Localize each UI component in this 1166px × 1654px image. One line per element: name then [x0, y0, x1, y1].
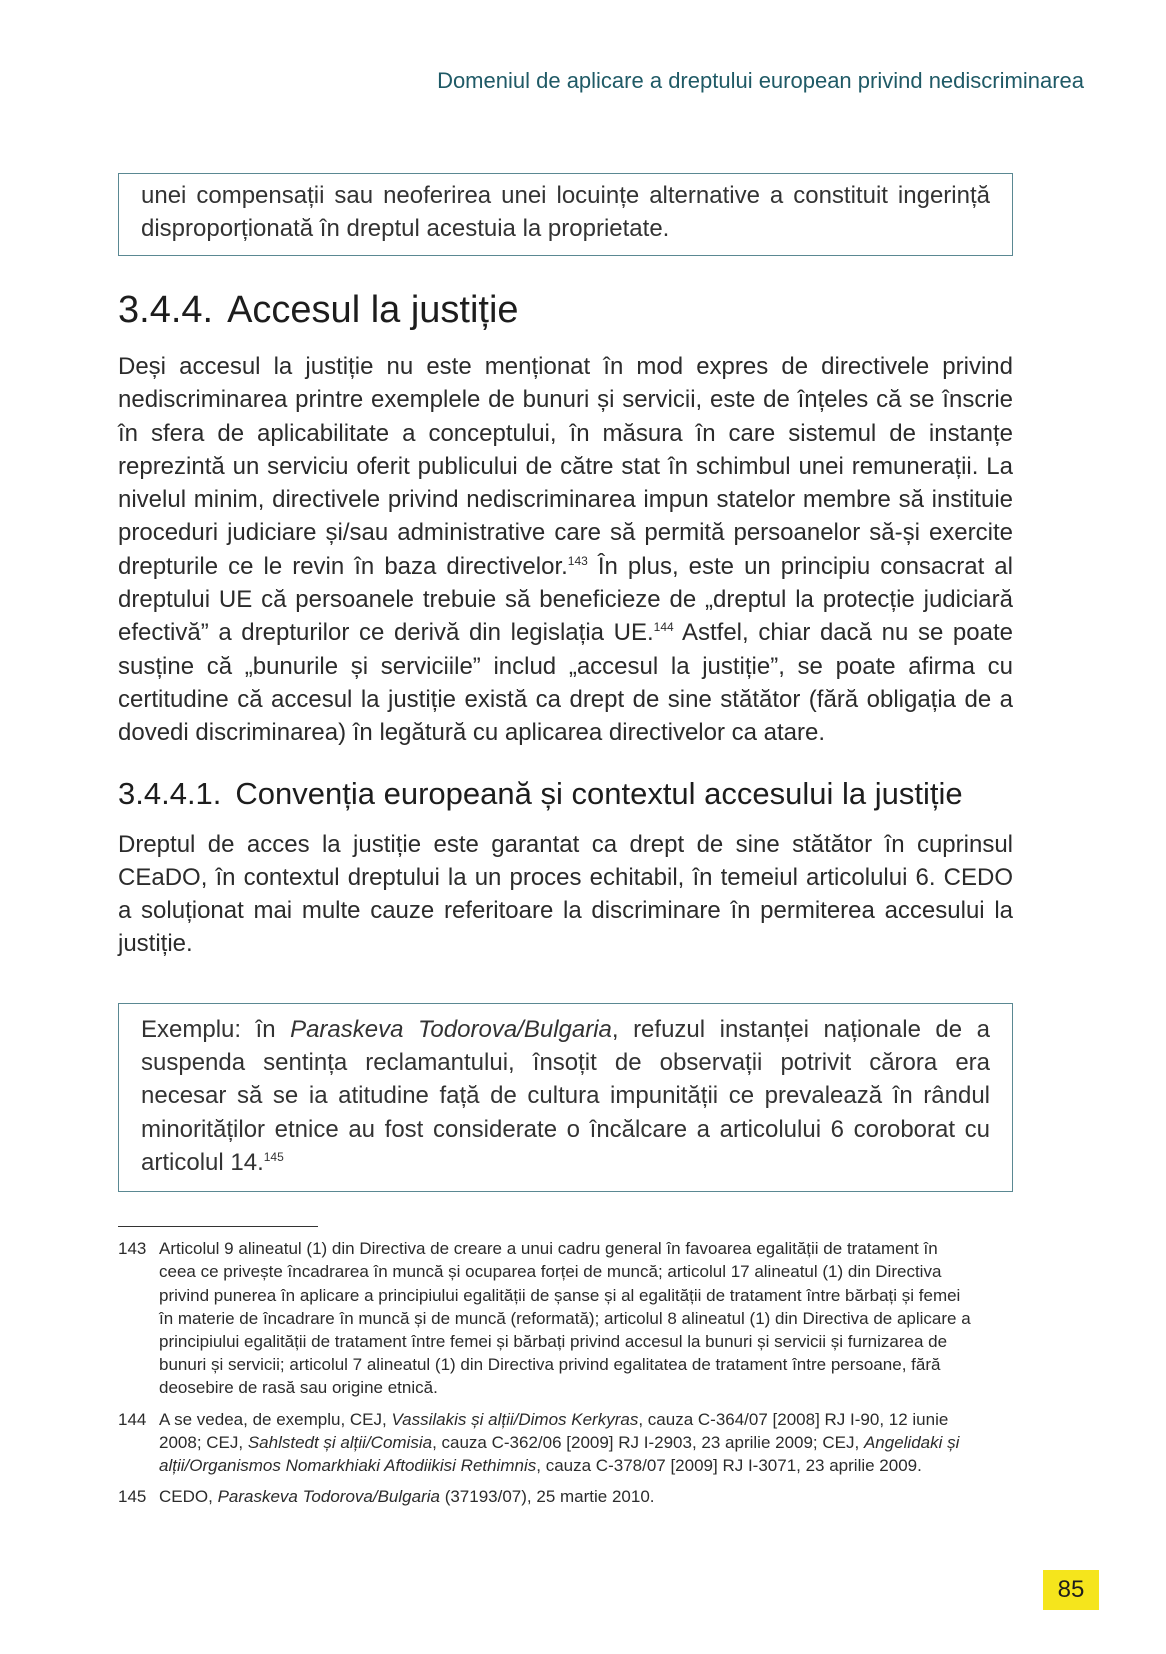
- footnote-ref-145[interactable]: 145: [263, 1149, 284, 1164]
- section-paragraph: [118, 350, 1013, 750]
- footnote-ref-143[interactable]: 143: [567, 553, 588, 568]
- footnote-case-name: Paraskeva Todorova/Bulgaria: [217, 1487, 440, 1507]
- example-prefix: Exemplu: în: [141, 1015, 291, 1043]
- case-box-continuation: [118, 173, 1013, 256]
- section-heading: [118, 288, 1013, 332]
- footnote-text-segment: , cauza C-378/07 [2009] RJ I-3071, 23 aprilie 2009.: [536, 1456, 922, 1476]
- footnote-144: [118, 1408, 1013, 1478]
- footnote-text: Articolul 9 alineatul (1) din Directiva de creare a unui cadru general în favoarea egalității de tratament în ceea ce privește încadrarea în muncă și ocuparea forței de muncă; articolul 17 alineatul (1) din Directiva privind punerea în aplicare a principiului egalității de șanse și al egalității de tratament între bărbați și femei în materie de încadrare în muncă și de muncă (reformată); articolul 8 alineatul (1) din Directiva de aplicare a principiului egalității de tratament între femei și bărbați privind accesul la bunuri și servicii și furnizarea de bunuri și servicii; articolul 7 alineatul (1) din Directiva privind egalitatea de tratament între persoane, fără deosebire de rasă sau origine etnică.: [159, 1239, 971, 1398]
- subsection-paragraph: Dreptul de acces la justiție este garantat ca drept de sine stătător în cuprinsul CEaDO, în contextul dreptului la un proces echitabil, în temeiul articolului 6. CEDO a soluționat mai multe cauze referitoare la discriminare în permiterea accesului la justiție.: [118, 830, 1013, 958]
- footnote-text-segment: , cauza C-362/06 [2009] RJ I-2903, 23 aprilie 2009; CEJ,: [432, 1432, 864, 1452]
- footnote-case-name: Sahlstedt și alții/Comisia: [247, 1432, 433, 1452]
- footnotes: [118, 1237, 1013, 1508]
- running-header: Domeniul de aplicare a dreptului european privind nediscriminarea: [437, 68, 1084, 93]
- section-paragraph-part1: Deși accesul la justiție nu este menționat în mod expres de directivele privind nediscriminarea printre exemplele de bunuri și servicii, este de înțeles că se înscrie în sfera de aplicabilitate a conceptului, în măsura în care sistemul de instanțe reprezintă un serviciu oferit publicului de către stat în schimbul unei remunerații. La nivelul minim, directivele privind nediscriminarea impun statelor membre să instituie proceduri judiciare și/sau administrative care să permită persoanelor să-și exercite drepturile ce le revin în baza directivelor.: [118, 353, 1013, 580]
- page-number: 85: [1043, 1570, 1099, 1610]
- footnote-text: [159, 1408, 1013, 1478]
- footnote-case-name: Vassilakis și alții/Dimos Kerkyras: [391, 1409, 639, 1429]
- section-title: Accesul la justiție: [227, 289, 519, 331]
- footnote-text: [159, 1485, 1013, 1508]
- subsection-heading: [118, 774, 1013, 814]
- section-paragraph-part3: Astfel, chiar dacă nu se poate susține că „bunurile și serviciile” includ „accesul la justiție”, se poate afirma cu certitudine că accesul la justiție există ca drept de sine stătător (fără obligația de a dovedi discriminarea) în legătură cu aplicarea directivelor ca atare.: [118, 619, 1013, 747]
- footnote-number: 143: [118, 1239, 147, 1259]
- footnote-text-segment: , cauza C-364/07 [2008] RJ I-90, 12 iunie 2008; CEJ,: [159, 1409, 949, 1452]
- example-box: [118, 1003, 1013, 1192]
- example-case-name: Paraskeva Todorova/Bulgaria: [290, 1015, 612, 1043]
- footnote-text-segment: CEDO,: [159, 1487, 218, 1507]
- footnote-143: [118, 1237, 1013, 1399]
- page-content: [118, 173, 1013, 1516]
- case-box-text: unei compensații sau neoferirea unei locuințe alternative a constituit ingerință disproporționată în dreptul acestuia la proprietate.: [141, 182, 990, 242]
- subsection-title: Convenția europeană și contextul accesului la justiție: [235, 775, 963, 811]
- footnote-divider: [118, 1226, 318, 1227]
- section-number: 3.4.4.: [118, 289, 214, 331]
- subsection-number: 3.4.4.1.: [118, 775, 222, 811]
- example-text: [141, 1013, 990, 1179]
- footnote-ref-144[interactable]: 144: [653, 620, 674, 635]
- footnote-number: 145: [118, 1487, 147, 1507]
- footnote-text-segment: A se vedea, de exemplu, CEJ,: [159, 1409, 392, 1429]
- footnote-145: [118, 1485, 1013, 1508]
- section-paragraph-part2: În plus, este un principiu consacrat al dreptului UE că persoanele trebuie să beneficieze de „dreptul la protecție judiciară efectivă” a drepturilor ce derivă din legislația UE.: [118, 552, 1013, 647]
- footnote-case-name: Angelidaki și alții/Organismos Nomarkhiaki Aftodiikisi Rethimnis: [159, 1432, 960, 1476]
- footnote-number: 144: [118, 1409, 147, 1429]
- example-body: , refuzul instanței naționale de a suspenda sentința reclamantului, însoțit de observații potrivit cărora era necesar să se ia atitudine față de cultura impunității ce prevalează în rândul minorităților etnice au fost considerate o încălcare a articolului 6 coroborat cu articolul 14.: [141, 1015, 990, 1176]
- footnote-text-segment: (37193/07), 25 martie 2010.: [439, 1487, 655, 1507]
